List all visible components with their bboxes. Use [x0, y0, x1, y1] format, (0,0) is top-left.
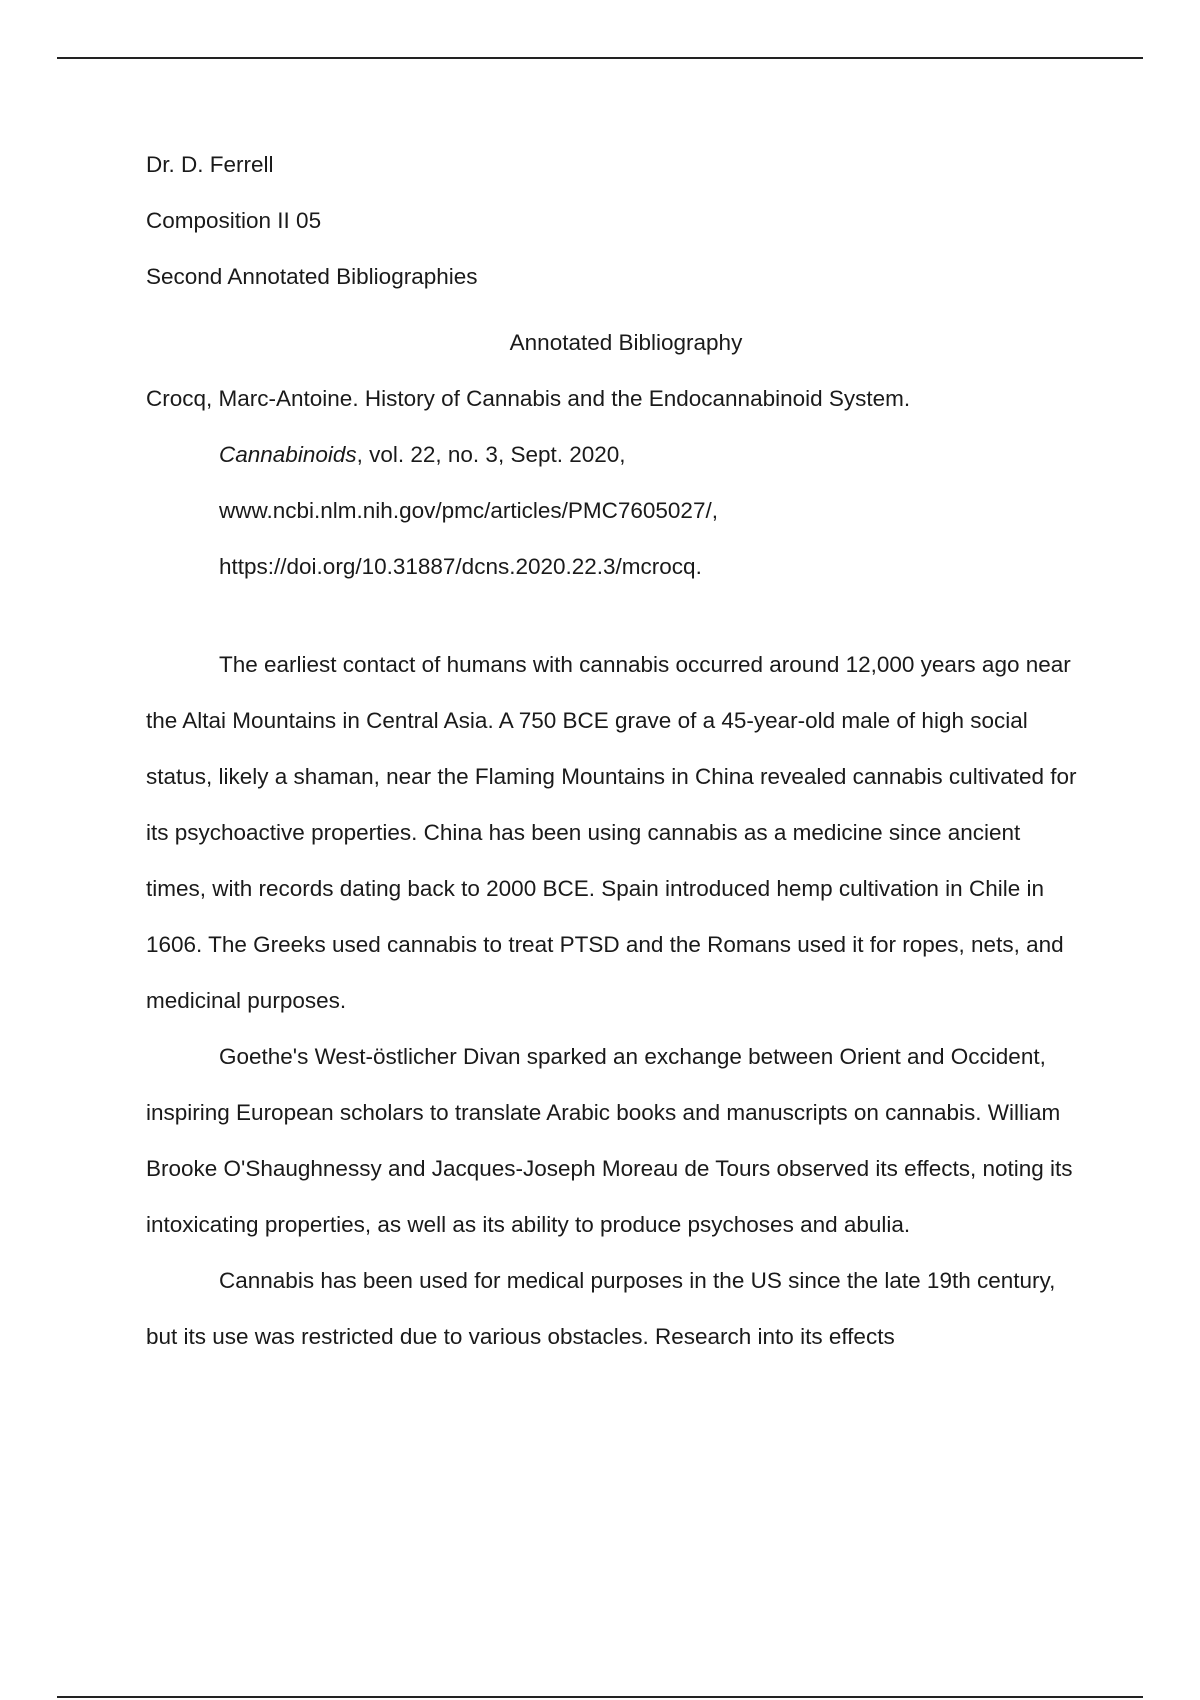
citation-doi: https://doi.org/10.31887/dcns.2020.22.3/mcrocq.	[219, 554, 702, 579]
assignment-name: Second Annotated Bibliographies	[146, 264, 478, 289]
section-gap	[146, 595, 1086, 637]
document-page	[146, 137, 1086, 1365]
annotation-paragraph-2: Goethe's West-östlicher Divan sparked an exchange between Orient and Occident, inspiring European scholars to translate Arabic books and manuscripts on cannabis. William Brooke O'Shaughnessy and Jacques-Joseph Moreau de Tours observed its effects, noting its intoxicating properties, as well as its ability to produce psychoses and abulia.	[146, 1044, 1073, 1237]
citation-journal: Cannabinoids	[219, 442, 357, 467]
bottom-rule	[57, 1696, 1143, 1698]
citation-journal-line	[146, 427, 1086, 483]
annotation-paragraph-3: Cannabis has been used for medical purposes in the US since the late 19th century, but its use was restricted due to various obstacles. Research into its effects	[146, 1268, 1056, 1349]
instructor-name: Dr. D. Ferrell	[146, 152, 274, 177]
citation-details: , vol. 22, no. 3, Sept. 2020,	[356, 442, 626, 467]
document-title: Annotated Bibliography	[509, 330, 743, 355]
course-name: Composition II 05	[146, 208, 322, 233]
top-rule	[57, 57, 1143, 59]
citation-url: www.ncbi.nlm.nih.gov/pmc/articles/PMC7605027/,	[219, 498, 718, 523]
citation-author-title: Crocq, Marc-Antoine. History of Cannabis and the Endocannabinoid System.	[146, 386, 911, 411]
annotation-paragraph-1: The earliest contact of humans with cannabis occurred around 12,000 years ago near the Altai Mountains in Central Asia. A 750 BCE grave of a 45-year-old male of high social status, likely a shaman, near the Flaming Mountains in China revealed cannabis cultivated for its psychoactive properties. China has been using cannabis as a medicine since ancient times, with records dating back to 2000 BCE. Spain introduced hemp cultivation in Chile in 1606. The Greeks used cannabis to treat PTSD and the Romans used it for ropes, nets, and medicinal purposes.	[146, 652, 1077, 1013]
citation-entry	[146, 371, 1086, 595]
